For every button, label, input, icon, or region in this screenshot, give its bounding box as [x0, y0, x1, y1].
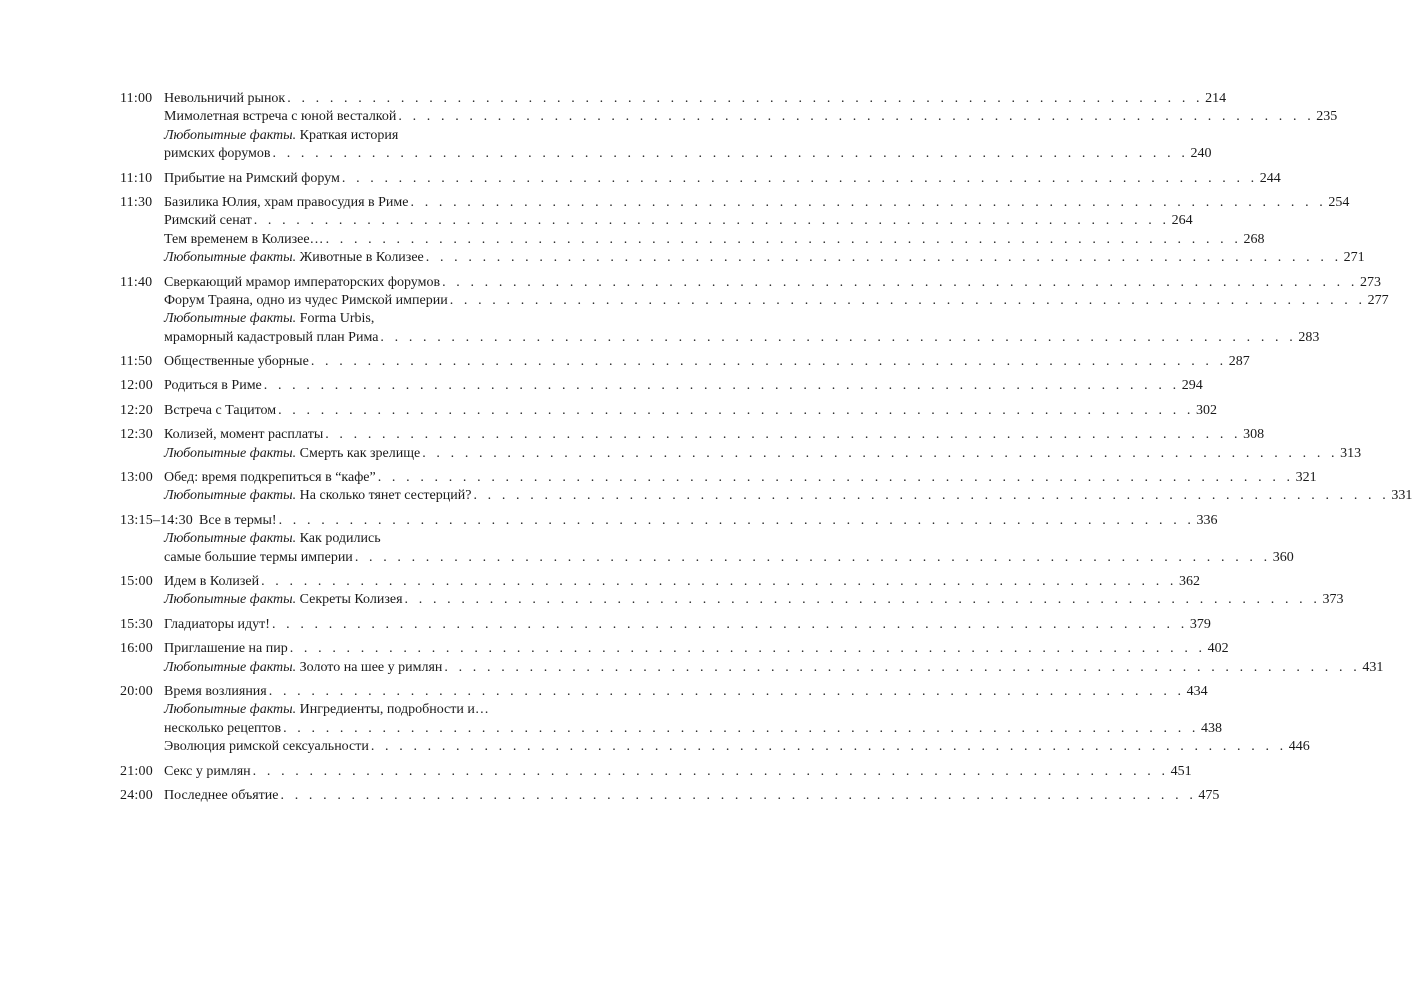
toc-page-number: 308: [1243, 427, 1265, 443]
toc-entry-text: римских форумов: [164, 146, 271, 162]
toc-entry-text: Золото на шее у римлян: [296, 659, 443, 675]
toc-group: [120, 469, 1412, 506]
toc-group: [120, 683, 1310, 757]
toc-group: [120, 90, 1338, 164]
toc-entry[interactable]: [120, 701, 546, 719]
toc-entry-text: Римский сенат: [164, 213, 252, 229]
toc-leader-dots: . . . . . . . . . . . . . . . . . . . . . . . . . . . . . . . . . . . . . . . . . . . . . . . . . . . . . . . . . . . . . . . . .: [404, 592, 1321, 608]
toc-entry-text: Обед: время подкрепиться в “кафе”: [164, 470, 376, 486]
toc-page-number: 402: [1207, 641, 1229, 657]
toc-group: [120, 763, 1192, 781]
toc-page-number: 235: [1316, 109, 1338, 125]
toc-group: [120, 426, 1362, 463]
toc-entry[interactable]: [120, 329, 1320, 347]
toc-page-number: 434: [1186, 683, 1208, 699]
toc-entry[interactable]: [120, 787, 1220, 805]
toc-entry-label-italic: Любопытные факты.: [164, 250, 297, 266]
toc-entry[interactable]: [120, 310, 546, 328]
toc-entry-text: Forma Urbis,: [296, 311, 375, 327]
toc-leader-dots: . . . . . . . . . . . . . . . . . . . . . . . . . . . . . . . . . . . . . . . . . . . . . . . . . . . . . . . . . . . . . . . . .: [449, 292, 1366, 308]
toc-entry-title: [164, 549, 353, 567]
toc-entry-text: мраморный кадастровый план Рима: [164, 329, 379, 345]
toc-entry[interactable]: [120, 231, 1265, 249]
toc-entry-text: Общественные уборные: [164, 354, 309, 370]
toc-entry[interactable]: [120, 445, 1362, 463]
toc-page-number: 287: [1228, 354, 1250, 370]
toc-page-number: 379: [1189, 616, 1211, 632]
toc-entry[interactable]: [120, 683, 1208, 701]
toc-entry-title: [164, 640, 288, 658]
toc-leader-dots: . . . . . . . . . . . . . . . . . . . . . . . . . . . . . . . . . . . . . . . . . . . . . . . . . . . . . . . . . . . . . . . . .: [398, 109, 1315, 125]
toc-leader-dots: . . . . . . . . . . . . . . . . . . . . . . . . . . . . . . . . . . . . . . . . . . . . . . . . . . . . . . . . . . . . . . . . .: [410, 194, 1327, 210]
toc-entry[interactable]: [120, 512, 1218, 530]
toc-entry-title: [164, 720, 281, 738]
toc-group: [120, 274, 1389, 348]
toc-leader-dots: . . . . . . . . . . . . . . . . . . . . . . . . . . . . . . . . . . . . . . . . . . . . . . . . . . . . . . . . . . . . . . . . .: [444, 659, 1361, 675]
toc-page-number: 360: [1272, 549, 1294, 565]
toc-entry-title: [164, 231, 324, 249]
toc-entry-title: [164, 573, 259, 591]
toc-entry[interactable]: [120, 170, 1281, 188]
toc-page-number: 475: [1198, 787, 1220, 803]
toc-group: [120, 573, 1344, 610]
toc-entry-title: [164, 738, 369, 756]
toc-leader-dots: . . . . . . . . . . . . . . . . . . . . . . . . . . . . . . . . . . . . . . . . . . . . . . . . . . . . . . . . . . . . . . . . .: [280, 787, 1197, 803]
toc-page-number: 451: [1170, 763, 1192, 779]
toc-entry-label-italic: Любопытные факты.: [164, 445, 297, 461]
toc-page-number: 336: [1196, 512, 1218, 528]
toc-entry-title: [164, 445, 420, 463]
toc-entry[interactable]: [120, 127, 546, 145]
toc-leader-dots: . . . . . . . . . . . . . . . . . . . . . . . . . . . . . . . . . . . . . . . . . . . . . . . . . . . . . . . . . . . . . . . . .: [287, 91, 1204, 106]
toc-entry[interactable]: [120, 487, 1412, 505]
toc-time: 20:00: [120, 683, 153, 699]
toc-group: [120, 402, 1218, 420]
toc-entry-label-italic: Любопытные факты.: [164, 127, 297, 143]
toc-leader-dots: . . . . . . . . . . . . . . . . . . . . . . . . . . . . . . . . . . . . . . . . . . . . . . . . . . . . . . . . . . . . . . . . .: [310, 354, 1227, 370]
toc-group: [120, 170, 1281, 188]
toc-leader-dots: . . . . . . . . . . . . . . . . . . . . . . . . . . . . . . . . . . . . . . . . . . . . . . . . . . . . . . . . . . . . . . . . .: [263, 378, 1180, 394]
toc-entry-title: [164, 616, 270, 634]
toc-leader-dots: . . . . . . . . . . . . . . . . . . . . . . . . . . . . . . . . . . . . . . . . . . . . . . . . . . . . . . . . . . . . . . . . .: [278, 512, 1195, 528]
toc-group: [120, 512, 1294, 567]
toc-entry-text: Как родились: [296, 531, 381, 547]
toc-leader-dots: . . . . . . . . . . . . . . . . . . . . . . . . . . . . . . . . . . . . . . . . . . . . . . . . . . . . . . . . . . . . . . . . .: [354, 549, 1271, 565]
toc-time: 11:00: [120, 91, 153, 106]
toc-time: 15:00: [120, 573, 153, 589]
toc-entry-text: Гладиаторы идут!: [164, 616, 270, 632]
toc-leader-dots: . . . . . . . . . . . . . . . . . . . . . . . . . . . . . . . . . . . . . . . . . . . . . . . . . . . . . . . . . . . . . . . . .: [283, 720, 1199, 736]
toc-leader-dots: . . . . . . . . . . . . . . . . . . . . . . . . . . . . . . . . . . . . . . . . . . . . . . . . . . . . . . . . . . . . . . . . .: [341, 170, 1258, 186]
toc-leader-dots: . . . . . . . . . . . . . . . . . . . . . . . . . . . . . . . . . . . . . . . . . . . . . . . . . . . . . . . . . . . . . . . . .: [268, 683, 1185, 699]
toc-entry[interactable]: [120, 720, 1222, 738]
toc-entry-title: [164, 145, 271, 163]
toc-entry-text: Ингредиенты, подробности и…: [296, 702, 489, 718]
toc-page-number: 277: [1367, 292, 1389, 308]
toc-page-number: 294: [1181, 378, 1203, 394]
toc-entry-title: [164, 377, 262, 395]
toc-entry-text: Эволюция римской сексуальности: [164, 739, 369, 755]
toc-entry-title: [164, 701, 489, 719]
table-of-contents: [120, 90, 1412, 811]
toc-entry-title: [164, 469, 376, 487]
toc-leader-dots: . . . . . . . . . . . . . . . . . . . . . . . . . . . . . . . . . . . . . . . . . . . . . . . . . . . . . . . . . . . . . . . . .: [289, 641, 1206, 657]
toc-entry[interactable]: [120, 426, 1265, 444]
toc-leader-dots: . . . . . . . . . . . . . . . . . . . . . . . . . . . . . . . . . . . . . . . . . . . . . . . . . . . . . . . . . . . . . . . . .: [422, 445, 1339, 461]
toc-page-number: 273: [1359, 274, 1381, 290]
toc-entry[interactable]: [120, 659, 1384, 677]
toc-entry-label-italic: Любопытные факты.: [164, 311, 297, 327]
toc-page-number: 362: [1179, 573, 1200, 589]
toc-time: 21:00: [120, 763, 153, 779]
toc-entry-title: [164, 487, 471, 505]
toc-entry-title: [164, 426, 323, 444]
toc-entry[interactable]: [120, 573, 1200, 591]
toc-page-number: 331: [1391, 488, 1412, 504]
toc-entry-text: Сверкающий мрамор императорских форумов: [164, 274, 441, 290]
toc-time: 12:20: [120, 402, 153, 418]
toc-entry-text: Краткая история: [296, 127, 399, 143]
toc-entry-text: Невольничий рынок: [164, 91, 286, 106]
toc-leader-dots: . . . . . . . . . . . . . . . . . . . . . . . . . . . . . . . . . . . . . . . . . . . . . . . . . . . . . . . . . . . . . . . . .: [253, 213, 1170, 229]
toc-page-number: 438: [1201, 720, 1222, 736]
toc-entry-text: Прибытие на Римский форум: [164, 170, 340, 186]
toc-entry[interactable]: [120, 292, 1389, 310]
toc-entry[interactable]: [120, 274, 1381, 292]
toc-entry-text: Идем в Колизей: [164, 573, 260, 589]
toc-group: [120, 377, 1203, 395]
toc-leader-dots: . . . . . . . . . . . . . . . . . . . . . . . . . . . . . . . . . . . . . . . . . . . . . . . . . . . . . . . . . . . . . . . . .: [425, 250, 1342, 266]
toc-entry-text: Секреты Колизея: [296, 592, 403, 608]
toc-entry[interactable]: [120, 377, 1203, 395]
toc-entry-label-italic: Любопытные факты.: [164, 702, 297, 718]
toc-entry-title: [164, 90, 285, 108]
toc-entry-title: [164, 683, 267, 701]
toc-entry-title: [164, 763, 251, 781]
toc-entry-title: [164, 127, 398, 145]
toc-time: 11:40: [120, 274, 153, 290]
toc-leader-dots: . . . . . . . . . . . . . . . . . . . . . . . . . . . . . . . . . . . . . . . . . . . . . . . . . . . . . . . . . . . . . . . . .: [252, 763, 1169, 779]
toc-page-number: 271: [1343, 250, 1365, 266]
toc-entry-title: [164, 310, 374, 328]
toc-entry[interactable]: [120, 763, 1192, 781]
toc-entry-title: [164, 659, 442, 677]
toc-leader-dots: . . . . . . . . . . . . . . . . . . . . . . . . . . . . . . . . . . . . . . . . . . . . . . . . . . . . . . . . . . . . . . . . .: [272, 146, 1189, 162]
toc-entry-text: Все в термы!: [198, 512, 277, 528]
toc-entry-title: [164, 108, 396, 126]
toc-entry-text: Родиться в Риме: [164, 378, 262, 394]
toc-entry[interactable]: [120, 530, 546, 548]
toc-leader-dots: . . . . . . . . . . . . . . . . . . . . . . . . . . . . . . . . . . . . . . . . . . . . . . . . . . . . . . . . . . . . . . . . .: [442, 274, 1358, 290]
toc-entry[interactable]: [120, 549, 1294, 567]
toc-time: 24:00: [120, 787, 153, 803]
toc-group: [120, 640, 1384, 677]
toc-time: 13:00: [120, 470, 153, 486]
toc-page-number: 446: [1288, 739, 1310, 755]
toc-entry-text: Мимолетная встреча с юной весталкой: [164, 109, 397, 125]
toc-page-number: 431: [1362, 659, 1384, 675]
toc-time: 16:00: [120, 641, 153, 657]
toc-entry[interactable]: [120, 591, 1344, 609]
toc-entry-text: Встреча с Тацитом: [164, 402, 277, 418]
toc-entry[interactable]: [120, 353, 1250, 371]
toc-leader-dots: . . . . . . . . . . . . . . . . . . . . . . . . . . . . . . . . . . . . . . . . . . . . . . . . . . . . . . . . . . . . . . . . .: [261, 573, 1177, 589]
toc-entry-title: [164, 249, 424, 267]
toc-leader-dots: . . . . . . . . . . . . . . . . . . . . . . . . . . . . . . . . . . . . . . . . . . . . . . . . . . . . . . . . . . . . . . . . .: [271, 616, 1188, 632]
toc-group: [120, 194, 1365, 268]
toc-leader-dots: . . . . . . . . . . . . . . . . . . . . . . . . . . . . . . . . . . . . . . . . . . . . . . . . . . . . . . . . . . . . . . . . .: [370, 739, 1287, 755]
toc-entry-title: [164, 194, 409, 212]
toc-entry-text: Смерть как зрелище: [296, 445, 421, 461]
toc-entry[interactable]: [120, 640, 1229, 658]
toc-entry-title: [164, 274, 440, 292]
toc-time: 11:10: [120, 170, 153, 186]
toc-time: 13:15–14:30: [120, 512, 193, 528]
toc-leader-dots: . . . . . . . . . . . . . . . . . . . . . . . . . . . . . . . . . . . . . . . . . . . . . . . . . . . . . . . . . . . . . . . . .: [325, 427, 1242, 443]
toc-entry-text: несколько рецептов: [164, 720, 282, 736]
toc-entry-label-italic: Любопытные факты.: [164, 488, 297, 504]
toc-entry-label-italic: Любопытные факты.: [164, 659, 297, 675]
toc-entry-title: [164, 329, 378, 347]
toc-entry-text: На сколько тянет сестерций?: [296, 488, 472, 504]
toc-entry[interactable]: [120, 145, 1212, 163]
toc-group: [120, 353, 1250, 371]
toc-entry-text: Секс у римлян: [164, 763, 251, 779]
toc-page-number: 264: [1171, 213, 1193, 229]
toc-entry[interactable]: [120, 616, 1211, 634]
toc-time: 15:30: [120, 616, 153, 632]
toc-page-number: 268: [1243, 231, 1265, 247]
toc-entry[interactable]: [120, 249, 1365, 267]
toc-leader-dots: . . . . . . . . . . . . . . . . . . . . . . . . . . . . . . . . . . . . . . . . . . . . . . . . . . . . . . . . . . . . . . . . .: [325, 231, 1242, 247]
toc-page-number: 302: [1196, 402, 1218, 418]
toc-leader-dots: . . . . . . . . . . . . . . . . . . . . . . . . . . . . . . . . . . . . . . . . . . . . . . . . . . . . . . . . . . . . . . . . .: [380, 329, 1297, 345]
toc-entry-text: Базилика Юлия, храм правосудия в Риме: [164, 194, 409, 210]
toc-leader-dots: . . . . . . . . . . . . . . . . . . . . . . . . . . . . . . . . . . . . . . . . . . . . . . . . . . . . . . . . . . . . . . . . .: [377, 470, 1294, 486]
toc-entry[interactable]: [120, 469, 1317, 487]
toc-leader-dots: . . . . . . . . . . . . . . . . . . . . . . . . . . . . . . . . . . . . . . . . . . . . . . . . . . . . . . . . . . . . . . . . .: [278, 402, 1195, 418]
toc-entry-text: Животные в Колизее: [296, 250, 424, 266]
toc-entry-text: Приглашение на пир: [164, 641, 288, 657]
toc-entry[interactable]: [120, 194, 1350, 212]
toc-entry[interactable]: [120, 402, 1218, 420]
toc-entry[interactable]: [120, 90, 1227, 108]
toc-page-number: 313: [1340, 445, 1362, 461]
toc-page-number: 283: [1298, 329, 1320, 345]
toc-entry-title: [164, 353, 309, 371]
toc-group: [120, 616, 1211, 634]
toc-entry[interactable]: [120, 108, 1338, 126]
toc-entry-text: Форум Траяна, одно из чудес Римской империи: [164, 292, 448, 308]
toc-entry[interactable]: [120, 738, 1310, 756]
toc-time: 11:30: [120, 194, 153, 210]
toc-page-number: 254: [1328, 194, 1350, 210]
toc-page-number: 373: [1322, 592, 1344, 608]
toc-entry-title: [164, 787, 279, 805]
toc-entry-text: Колизей, момент расплаты: [164, 427, 324, 443]
toc-entry-label-italic: Любопытные факты.: [164, 531, 297, 547]
toc-entry[interactable]: [120, 212, 1193, 230]
toc-time: 11:50: [120, 354, 153, 370]
toc-group: [120, 787, 1220, 805]
toc-entry-text: Тем временем в Колизее…: [164, 231, 324, 247]
toc-entry-text: Время возлияния: [164, 683, 267, 699]
toc-entry-text: самые большие термы империи: [164, 549, 353, 565]
toc-page-number: 214: [1205, 91, 1227, 106]
toc-entry-label-italic: Любопытные факты.: [164, 592, 297, 608]
toc-page-number: 321: [1295, 470, 1317, 486]
toc-page-number: 240: [1190, 146, 1212, 162]
toc-entry-title: [164, 292, 448, 310]
toc-entry-title: [164, 212, 252, 230]
toc-entry-title: [164, 402, 276, 420]
toc-entry-title: [164, 591, 403, 609]
toc-entry-title: [199, 512, 277, 530]
toc-leader-dots: . . . . . . . . . . . . . . . . . . . . . . . . . . . . . . . . . . . . . . . . . . . . . . . . . . . . . . . . . . . . . . . . .: [473, 488, 1390, 504]
toc-time: 12:00: [120, 378, 153, 394]
toc-time: 12:30: [120, 427, 153, 443]
toc-page-number: 244: [1259, 170, 1281, 186]
toc-entry-title: [164, 530, 381, 548]
toc-entry-text: Последнее объятие: [164, 787, 279, 803]
toc-entry-title: [164, 170, 340, 188]
